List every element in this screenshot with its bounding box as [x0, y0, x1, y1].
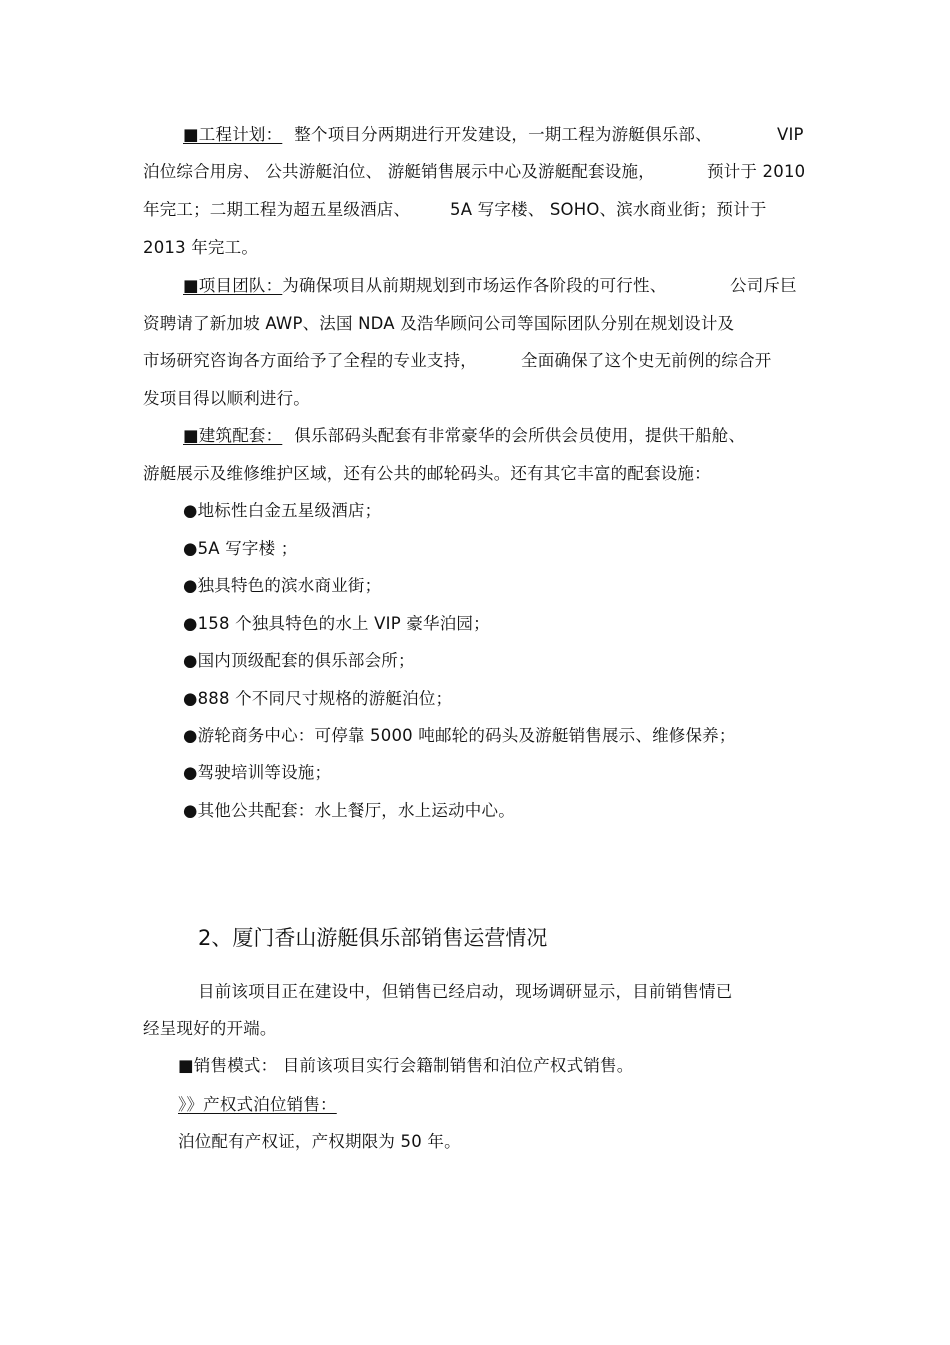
intro-line-2: 经呈现好的开端。	[143, 1019, 277, 1038]
list-item: ●国内顶级配套的俱乐部会所；	[183, 651, 415, 670]
team-text-end: 公司斥巨	[730, 276, 797, 295]
sub-text-line: 泊位配有产权证，产权期限为 50 年。	[178, 1132, 461, 1151]
para-engineering-line-4: 2013 年完工。	[143, 238, 259, 257]
list-item: ●独具特色的滨水商业街；	[183, 576, 382, 595]
para-engineering-line-3: 年完工；二期工程为超五星级酒店、	[143, 200, 411, 219]
para-team-line-4: 发项目得以顺利进行。	[143, 389, 310, 408]
list-item: ●158 个独具特色的水上 VIP 豪华泊园；	[183, 614, 490, 633]
para-facilities-line-1	[183, 426, 745, 446]
para-team-line-3: 市场研究咨询各方面给予了全程的专业支持，	[143, 351, 477, 370]
team-text-3b: 全面确保了这个史无前例的综合开	[521, 351, 772, 370]
sub-heading-line	[178, 1095, 361, 1115]
para-engineering-line-1	[183, 125, 712, 145]
list-item: ●其他公共配套：水上餐厅，水上运动中心。	[183, 801, 515, 820]
sub-heading: 》》产权式泊位销售：	[178, 1095, 337, 1114]
para-team-line-1	[183, 276, 666, 296]
facilities-text: 俱乐部码头配套有非常豪华的会所供会员使用，提供干船舱、	[294, 426, 746, 445]
team-text: 为确保项目从前期规划到市场运作各阶段的可行性、	[282, 276, 667, 295]
intro-line-1: 目前该项目正在建设中，但销售已经启动，现场调研显示，目前销售情已	[198, 982, 733, 1001]
team-label: ■项目团队：	[183, 276, 283, 295]
para-team-line-2: 资聘请了新加坡 AWP、法国 NDA 及浩华顾问公司等国际团队分别在规划设计及	[143, 314, 735, 333]
engineering-label: ■工程计划：	[183, 125, 283, 144]
list-item: ●游轮商务中心：可停靠 5000 吨邮轮的码头及游艇销售展示、维修保养；	[183, 726, 736, 745]
engineering-phase-2: 5A 写字楼、 SOHO、滨水商业街；预计于	[450, 200, 767, 219]
sales-mode-line: ■销售模式： 目前该项目实行会籍制销售和泊位产权式销售。	[178, 1056, 634, 1075]
engineering-text: 整个项目分两期进行开发建设，一期工程为游艇俱乐部、	[294, 125, 712, 144]
engineering-vip: VIP	[777, 125, 804, 144]
list-item: ●5A 写字楼 ；	[183, 539, 298, 558]
engineering-year-2010: 预计于 2010	[707, 162, 806, 181]
facilities-label: ■建筑配套：	[183, 426, 283, 445]
section-heading: 2、厦门香山游艇俱乐部销售运营情况	[198, 926, 548, 950]
para-facilities-line-2: 游艇展示及维修维护区域，还有公共的邮轮码头。还有其它丰富的配套设施：	[143, 464, 711, 483]
list-item: ●地标性白金五星级酒店；	[183, 501, 382, 520]
list-item: ●驾驶培训等设施；	[183, 763, 332, 782]
para-engineering-line-2: 泊位综合用房、 公共游艇泊位、 游艇销售展示中心及游艇配套设施，	[143, 162, 655, 181]
list-item: ●888 个不同尺寸规格的游艇泊位；	[183, 689, 453, 708]
